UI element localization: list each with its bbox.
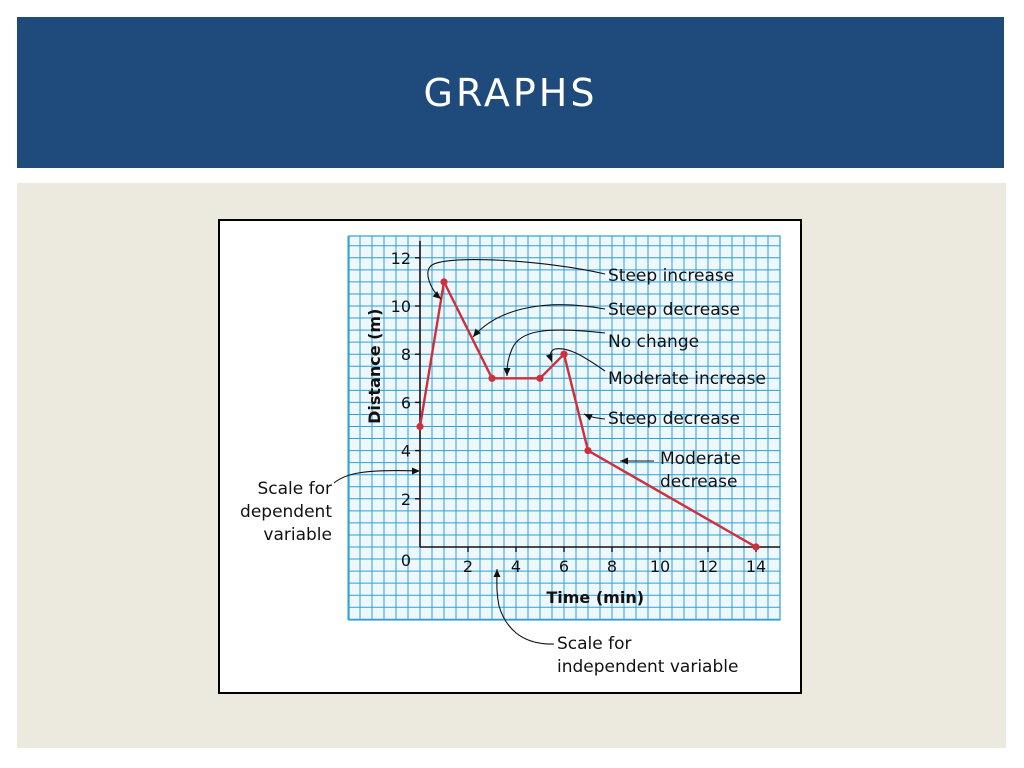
y-tick-label: 2 [400,489,411,509]
data-point [584,447,591,454]
annotation-label-moderate-decrease: decrease [660,472,738,492]
x-tick-label: 14 [745,557,767,576]
annotation-label-scale-dependent: variable [263,525,332,545]
data-point [488,375,495,382]
data-point [440,278,447,285]
y-tick-label: 12 [390,248,411,268]
y-tick-label: 6 [400,393,411,413]
x-tick-label: 0 [400,551,411,570]
figure-frame [218,219,802,694]
y-tick-label: 4 [400,441,411,461]
x-tick-label: 2 [462,557,474,576]
x-tick-label: 10 [649,557,671,576]
y-tick-label: 8 [400,345,411,365]
x-tick-label: 8 [606,557,618,576]
annotation-label-no-change: No change [608,332,700,352]
data-point [752,543,759,550]
slide-title: GRAPHS [423,70,598,115]
x-tick-label: 6 [558,557,570,576]
y-axis-label: Distance (m) [365,308,384,424]
annotation-label-moderate-increase: Moderate increase [608,369,766,389]
title-banner [17,17,1004,168]
annotation-label-scale-independent: Scale for [557,634,632,654]
y-tick-label: 10 [390,297,411,316]
annotation-label-scale-independent: independent variable [557,657,739,677]
annotation-label-steep-increase: Steep increase [608,266,735,286]
x-tick-label: 12 [697,557,719,576]
annotation-label-scale-dependent: Scale for [257,479,332,499]
data-point [560,351,567,358]
annotation-label-steep-decrease-2: Steep decrease [608,409,740,429]
data-point [536,375,543,382]
x-tick-label: 4 [510,557,522,576]
distance-time-chart [220,221,800,692]
annotation-label-scale-dependent: dependent [240,502,332,522]
annotation-label-steep-decrease-1: Steep decrease [608,300,740,320]
annotation-label-moderate-decrease: Moderate [660,449,741,469]
data-point [416,423,423,430]
x-axis-label: Time (min) [546,588,645,607]
